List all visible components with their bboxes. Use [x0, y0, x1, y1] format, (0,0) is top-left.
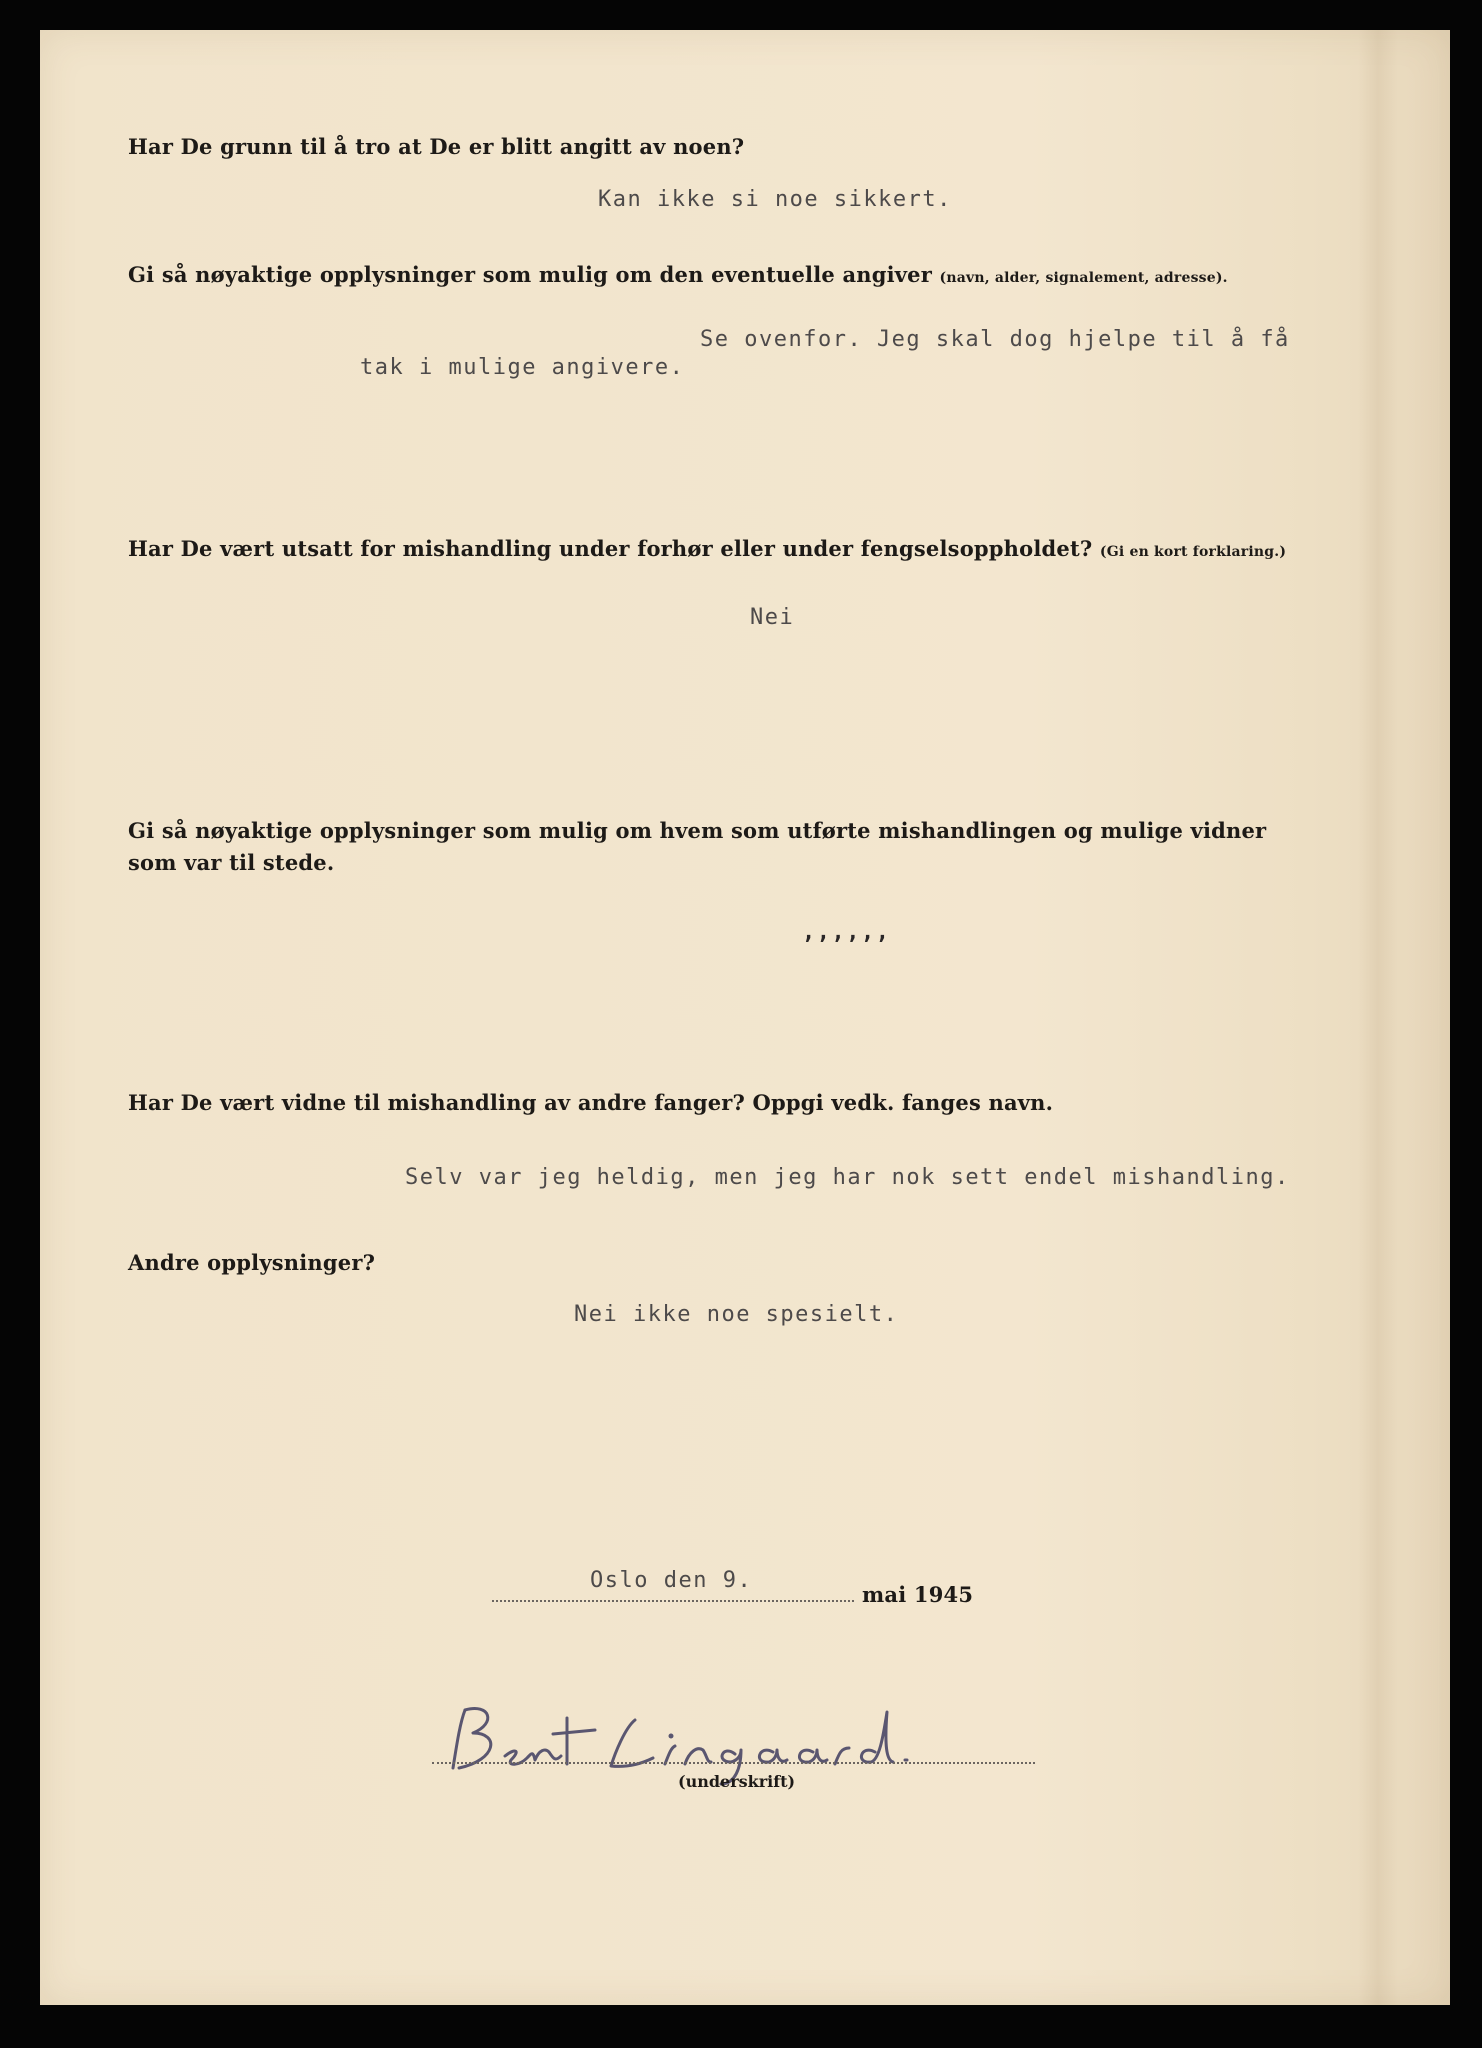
month-year: mai 1945 — [862, 1582, 974, 1607]
answer-angitt: Kan ikke si noe sikkert. — [598, 187, 952, 212]
question-utforte-line1: Gi så nøyaktige opplysninger som mulig om hvem som utførte mishandlingen og mulige vidner — [128, 818, 1267, 843]
paper-fold — [1358, 30, 1398, 2005]
question-angiver-note: (navn, alder, signalement, adresse). — [939, 270, 1228, 286]
question-angiver-text: Gi så nøyaktige opplysninger som mulig om den eventuelle angiver — [128, 262, 933, 287]
answer-angiver-line2: tak i mulige angivere. — [360, 355, 685, 380]
answer-angiver-line1: Se ovenfor. Jeg skal dog hjelpe til å få — [700, 327, 1290, 352]
answer-andre: Nei ikke noe spesielt. — [574, 1302, 899, 1327]
place-date: Oslo den 9. — [590, 1568, 753, 1593]
question-utforte-line2: som var til stede. — [128, 850, 335, 875]
answer-utforte: ,,,,,, — [802, 920, 891, 945]
question-angitt: Har De grunn til å tro at De er blitt angitt av noen? — [128, 134, 745, 159]
question-andre: Andre opplysninger? — [128, 1250, 376, 1275]
question-vidne: Har De vært vidne til mishandling av andre fanger? Oppgi vedk. fanges navn. — [128, 1090, 1054, 1115]
answer-mishandling: Nei — [750, 605, 795, 630]
question-mishandling — [128, 536, 1286, 561]
date-dotted-line — [492, 1600, 854, 1602]
question-mishandling-note: (Gi en kort forklaring.) — [1099, 544, 1287, 560]
question-angiver-info — [128, 262, 1228, 287]
question-mishandling-text: Har De vært utsatt for mishandling under forhør eller under fengselsoppholdet? — [128, 536, 1093, 561]
signature-caption: (underskrift) — [678, 1772, 796, 1791]
signature-dotted-line — [432, 1762, 1035, 1764]
answer-vidne: Selv var jeg heldig, men jeg har nok sett endel mishandling. — [405, 1165, 1290, 1190]
